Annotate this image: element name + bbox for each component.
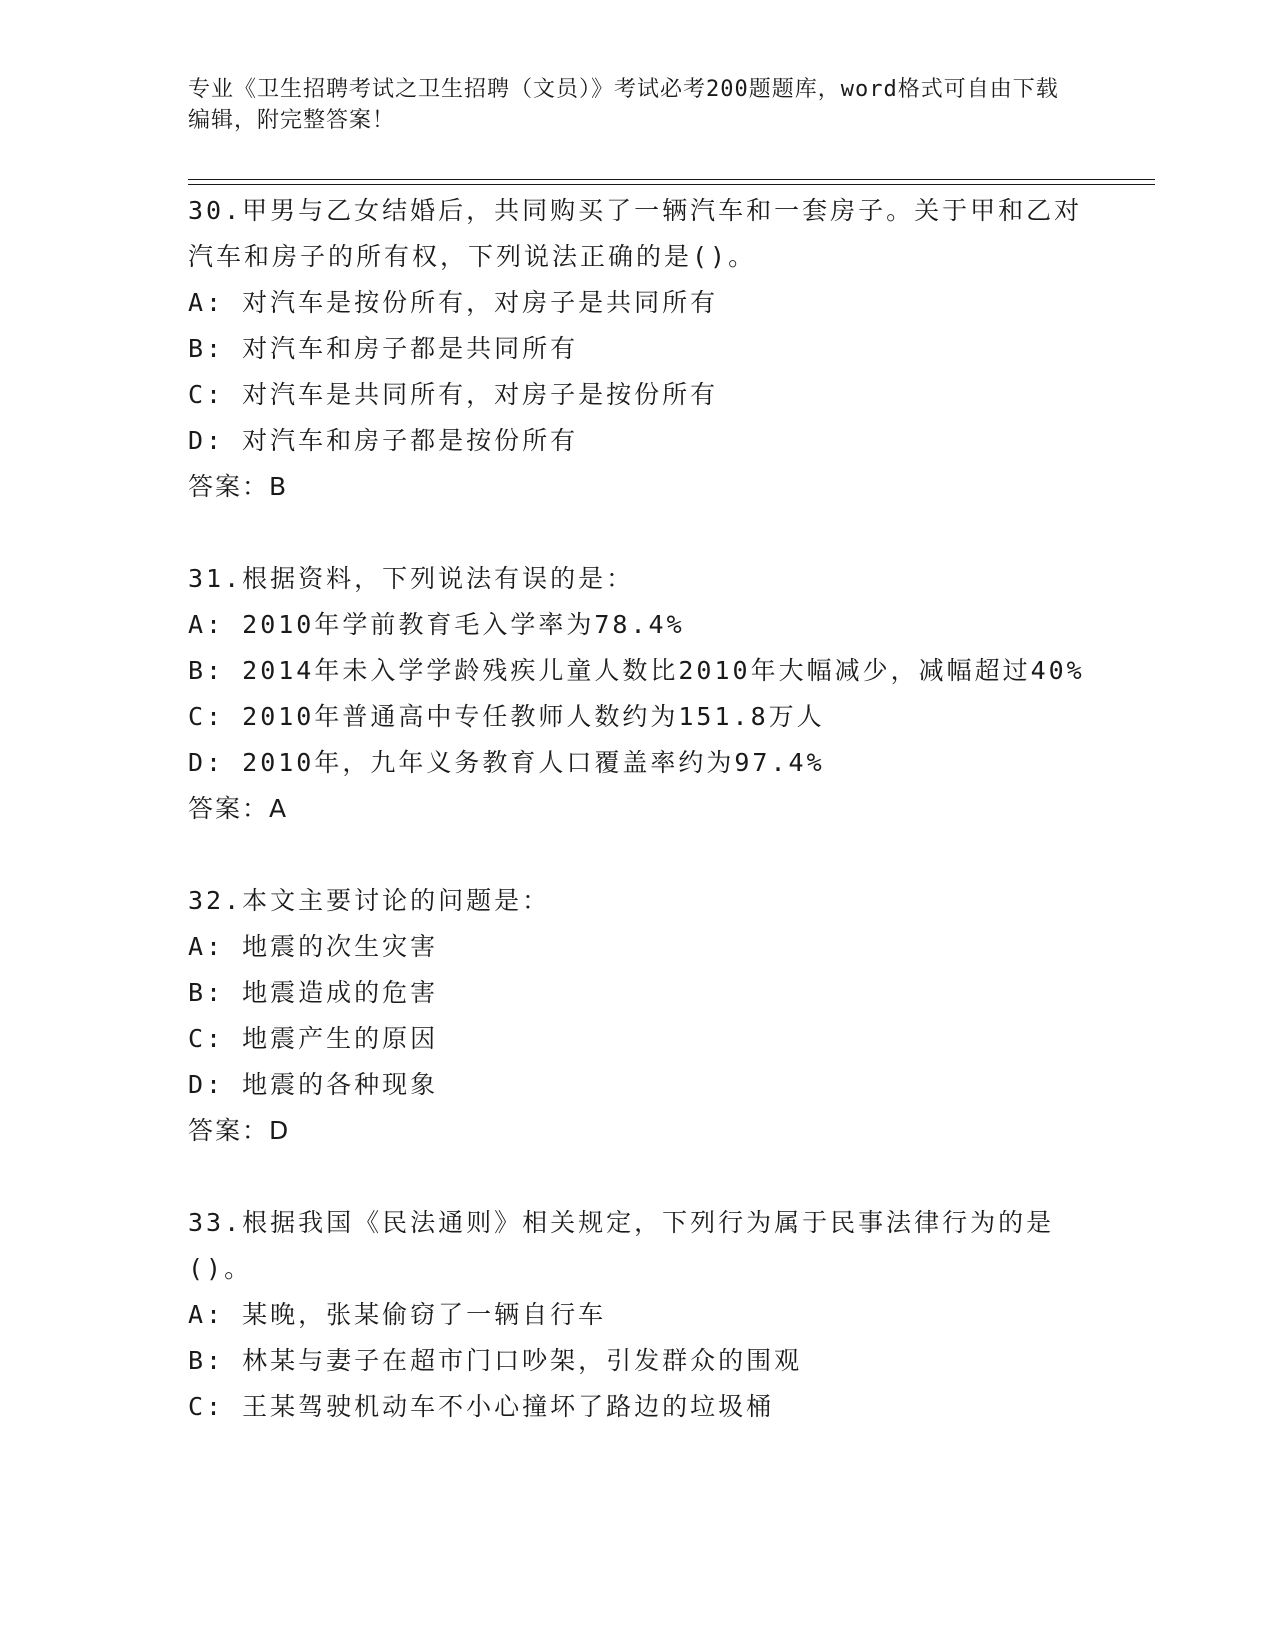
question-30 bbox=[188, 188, 1088, 510]
header-divider-top bbox=[188, 179, 1155, 180]
option-c: C: 地震产生的原因 bbox=[188, 1024, 439, 1053]
option-b: B: 对汽车和房子都是共同所有 bbox=[188, 334, 579, 363]
header-divider-bottom bbox=[188, 184, 1155, 185]
option-b: B: 地震造成的危害 bbox=[188, 978, 439, 1007]
option-c: C: 2010年普通高中专任教师人数约为151.8万人 bbox=[188, 702, 825, 731]
option-c: C: 王某驾驶机动车不小心撞坏了路边的垃圾桶 bbox=[188, 1392, 775, 1421]
question-list bbox=[188, 188, 1088, 1476]
option-a: A: 2010年学前教育毛入学率为78.4% bbox=[188, 610, 685, 639]
answer-label: 答案：D bbox=[188, 1116, 291, 1145]
header-text: 专业《卫生招聘考试之卫生招聘（文员）》考试必考200题题库，word格式可自由下载编辑，附完整答案！ bbox=[188, 77, 1059, 133]
answer-label: 答案：A bbox=[188, 794, 289, 823]
option-d: D: 2010年，九年义务教育人口覆盖率约为97.4% bbox=[188, 748, 825, 777]
question-stem: 32.本文主要讨论的问题是： bbox=[188, 886, 551, 915]
option-a: A: 对汽车是按份所有，对房子是共同所有 bbox=[188, 288, 719, 317]
answer-label: 答案：B bbox=[188, 472, 289, 501]
option-d: D: 地震的各种现象 bbox=[188, 1070, 439, 1099]
question-stem: 33.根据我国《民法通则》相关规定，下列行为属于民事法律行为的是()。 bbox=[188, 1208, 1055, 1283]
option-b: B: 2014年未入学学龄残疾儿童人数比2010年大幅减少，减幅超过40% bbox=[188, 656, 1085, 685]
question-32 bbox=[188, 878, 1088, 1154]
question-stem: 30.甲男与乙女结婚后，共同购买了一辆汽车和一套房子。关于甲和乙对汽车和房子的所有权，下列说法正确的是()。 bbox=[188, 196, 1083, 271]
option-d: D: 对汽车和房子都是按份所有 bbox=[188, 426, 579, 455]
question-stem: 31.根据资料，下列说法有误的是： bbox=[188, 564, 635, 593]
question-33 bbox=[188, 1200, 1088, 1430]
option-a: A: 地震的次生灾害 bbox=[188, 932, 439, 961]
document-header bbox=[188, 74, 1068, 136]
option-c: C: 对汽车是共同所有，对房子是按份所有 bbox=[188, 380, 719, 409]
option-a: A: 某晚，张某偷窃了一辆自行车 bbox=[188, 1300, 607, 1329]
question-31 bbox=[188, 556, 1088, 832]
option-b: B: 林某与妻子在超市门口吵架，引发群众的围观 bbox=[188, 1346, 803, 1375]
